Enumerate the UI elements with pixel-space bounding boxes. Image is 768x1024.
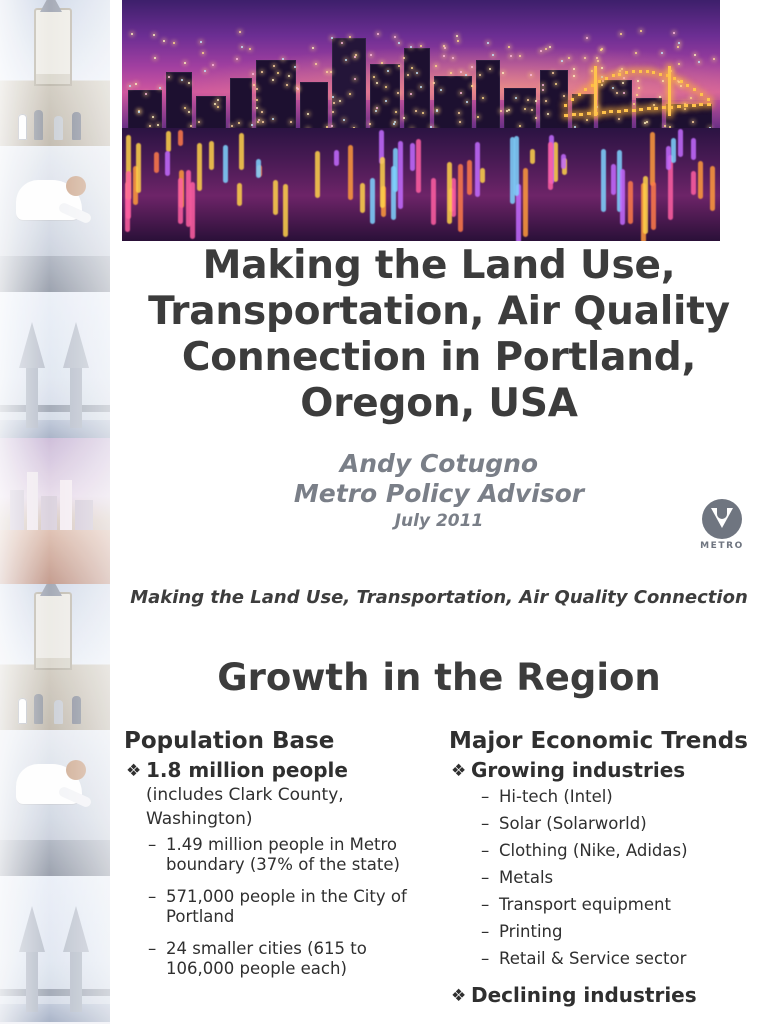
- list-item-label: Hi-tech (Intel): [499, 787, 613, 806]
- strip-photo-worker: [0, 146, 110, 292]
- bullet-growing-label: Growing industries: [471, 758, 686, 782]
- diamond-bullet-icon: ❖: [451, 986, 467, 1006]
- title-block: [128, 243, 750, 531]
- list-item: [146, 887, 435, 927]
- bullet-population-label: 1.8 million people: [146, 758, 348, 782]
- list-item-label: Solar (Solarworld): [499, 814, 647, 833]
- page-title: Making the Land Use, Transportation, Air Quality Connection in Portland, Oregon, USA: [148, 243, 730, 426]
- list-item: [479, 814, 760, 834]
- presentation-date: July 2011: [394, 511, 484, 531]
- list-item: [479, 787, 760, 807]
- portland-skyline-night-photo: [122, 0, 720, 241]
- list-item: [479, 868, 760, 888]
- bullet-growing-industries: [449, 758, 760, 783]
- diamond-bullet-icon: ❖: [126, 761, 142, 781]
- list-item: [479, 949, 760, 969]
- author-name: Andy Cotugno: [339, 449, 539, 478]
- list-item-label: Transport equipment: [499, 895, 671, 914]
- list-item-label: Printing: [499, 922, 563, 941]
- strip-photo-church-tower-2: [0, 584, 110, 730]
- metro-wordmark: METRO: [700, 541, 744, 551]
- population-note: (includes Clark County, Washington): [146, 785, 344, 829]
- dash-bullet-icon: –: [481, 814, 490, 833]
- dash-bullet-icon: –: [148, 939, 157, 958]
- column-heading-right: Major Economic Trends: [449, 728, 748, 754]
- dash-bullet-icon: –: [481, 868, 490, 887]
- column-economic-trends: [449, 726, 760, 1008]
- list-item-label: Metals: [499, 868, 554, 887]
- strip-photo-bridge-2: [0, 876, 110, 1022]
- bullet-declining-label: Declining industries: [471, 983, 697, 1007]
- column-population-base: [124, 726, 435, 1008]
- list-item: [479, 922, 760, 942]
- two-column-body: [124, 726, 760, 1008]
- list-item-label: 571,000 people in the City of Portland: [166, 887, 407, 926]
- list-item-label: 24 smaller cities (615 to 106,000 people each): [166, 939, 367, 978]
- list-item: [479, 895, 760, 915]
- strip-photo-worker-2: [0, 730, 110, 876]
- list-item-label: Clothing (Nike, Adidas): [499, 841, 688, 860]
- strip-photo-church-tower: [0, 0, 110, 146]
- author-role: Metro Policy Advisor: [293, 479, 585, 508]
- strip-photo-skyline-reflection: [0, 438, 110, 584]
- dash-bullet-icon: –: [148, 835, 157, 854]
- slide-title: Growth in the Region: [217, 656, 661, 699]
- dash-bullet-icon: –: [481, 949, 490, 968]
- list-item-label: 1.49 million people in Metro boundary (37% of the state): [166, 835, 400, 874]
- metro-logo: [694, 499, 750, 551]
- dash-bullet-icon: –: [481, 922, 490, 941]
- dash-bullet-icon: –: [481, 841, 490, 860]
- dash-bullet-icon: –: [481, 895, 490, 914]
- slide-title: [110, 0, 768, 578]
- list-item: [479, 841, 760, 861]
- list-item: [146, 939, 435, 979]
- dash-bullet-icon: –: [481, 787, 490, 806]
- dash-bullet-icon: –: [148, 887, 157, 906]
- decorative-photo-strip: [0, 0, 110, 1024]
- list-item-label: Retail & Service sector: [499, 949, 687, 968]
- diamond-bullet-icon: ❖: [451, 761, 467, 781]
- column-heading-left: Population Base: [124, 728, 335, 754]
- list-item: [146, 835, 435, 875]
- strip-photo-bridge: [0, 292, 110, 438]
- bullet-population: [124, 758, 435, 783]
- metro-mark-icon: [702, 499, 742, 539]
- slide-growth-in-the-region: [110, 578, 768, 1024]
- slide-eyebrow: Making the Land Use, Transportation, Air Quality Connection: [130, 587, 748, 608]
- bullet-declining-industries: [449, 983, 760, 1008]
